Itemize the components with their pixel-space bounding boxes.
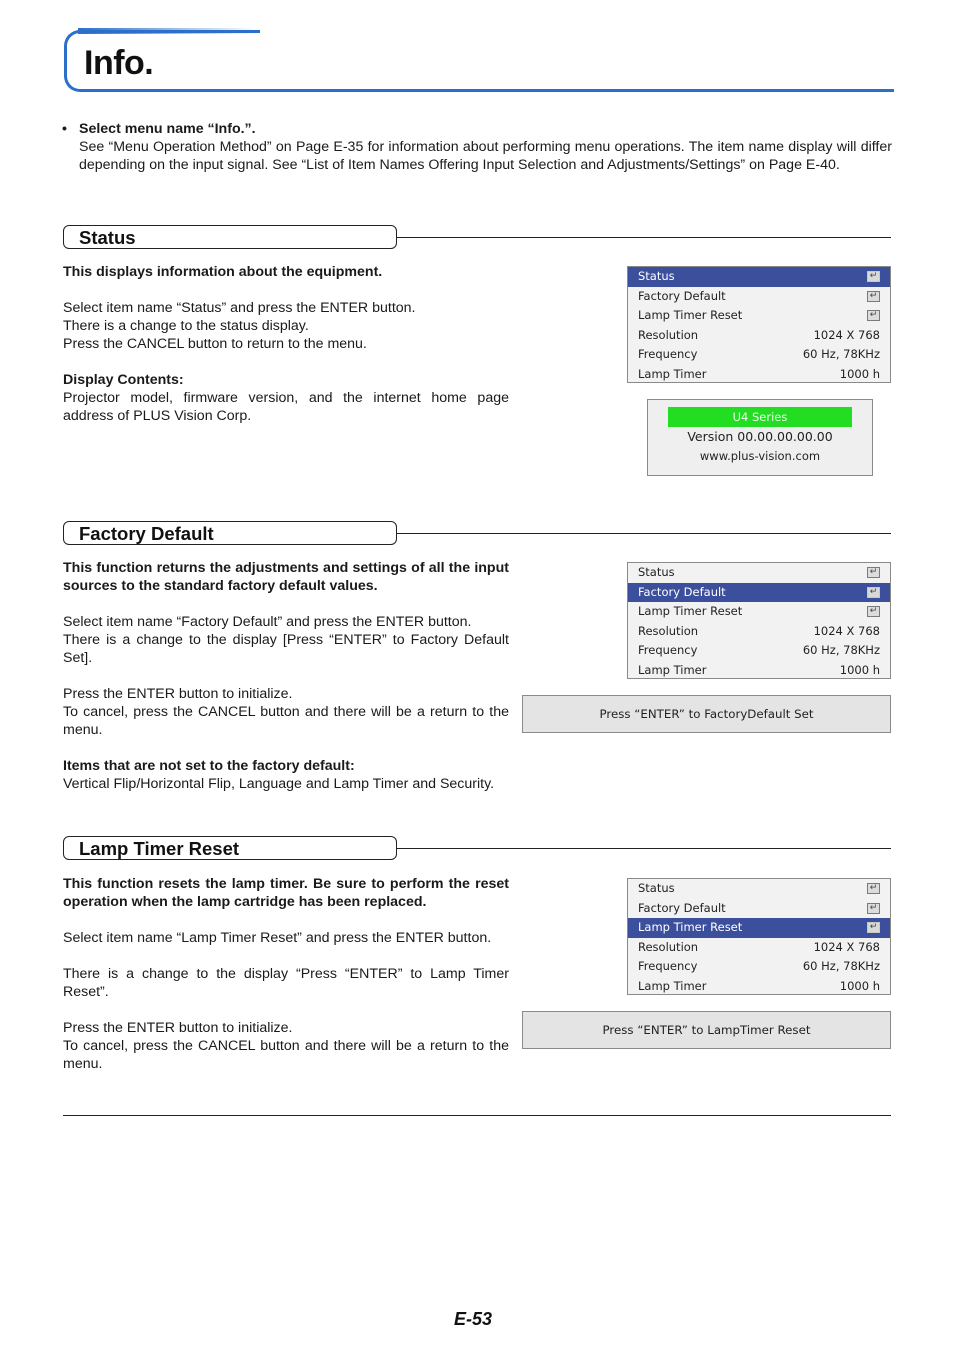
menu-item-lamp-timer[interactable] <box>628 365 890 385</box>
menu-item-label: Resolution <box>638 939 699 954</box>
status-contents-heading: Display Contents: <box>63 372 184 388</box>
title-frame-gap <box>260 26 900 35</box>
menu-item-factory-default[interactable] <box>628 899 890 919</box>
menu-item-value: 1000 h <box>839 978 880 993</box>
menu-item-frequency[interactable] <box>628 641 890 661</box>
factory-default-text <box>63 559 509 793</box>
info-menu-lamp-timer-reset <box>627 878 891 995</box>
menu-item-lamp-timer[interactable] <box>628 977 890 997</box>
menu-item-label: Factory Default <box>638 900 726 915</box>
menu-item-value: 60 Hz, 78KHz <box>802 959 880 973</box>
menu-item-label: Frequency <box>638 347 698 361</box>
menu-item-value: 1024 X 768 <box>813 327 880 342</box>
status-p2: There is a change to the status display. <box>63 318 309 334</box>
factory-default-p2: There is a change to the display [Press “ENTER” to Factory Default Set]. <box>63 632 509 666</box>
model-banner: U4 Series <box>668 407 852 427</box>
lamp-timer-reset-lead: This function resets the lamp timer. Be sure to perform the reset operation when the lamp cartridge has been replaced. <box>63 876 509 910</box>
section-rule <box>397 848 891 849</box>
section-header-factory-default <box>63 521 397 545</box>
intro-block <box>62 120 892 174</box>
homepage-url: www.plus-vision.com <box>699 449 821 463</box>
lamp-timer-reset-p1: Select item name “Lamp Timer Reset” and press the ENTER button. <box>63 930 492 946</box>
menu-item-lamp-timer-reset[interactable] <box>628 602 890 622</box>
menu-item-label: Resolution <box>638 327 699 342</box>
factory-default-p1: Select item name “Factory Default” and press the ENTER button. <box>63 614 472 630</box>
info-menu-factory-default <box>627 562 891 679</box>
menu-item-label: Lamp Timer Reset <box>638 308 743 322</box>
menu-item-label: Lamp Timer <box>638 978 707 993</box>
page-title: Info. <box>84 44 154 82</box>
menu-item-label: Factory Default <box>638 584 726 599</box>
menu-item-status[interactable] <box>628 563 890 583</box>
factory-default-p3: Press the ENTER button to initialize. <box>63 686 293 702</box>
enter-icon: ↵ <box>867 271 880 282</box>
menu-item-label: Status <box>638 269 675 283</box>
menu-item-label: Lamp Timer Reset <box>638 604 743 618</box>
menu-item-lamp-timer[interactable] <box>628 661 890 681</box>
menu-item-value: 60 Hz, 78KHz <box>802 347 880 361</box>
lamp-timer-reset-text <box>63 875 509 1073</box>
section-header-status <box>63 225 397 249</box>
menu-item-value: 1000 h <box>839 662 880 677</box>
menu-item-label: Status <box>638 881 675 895</box>
menu-item-label: Resolution <box>638 623 699 638</box>
menu-item-lamp-timer-reset[interactable] <box>628 306 890 326</box>
menu-item-value: 1024 X 768 <box>813 623 880 638</box>
menu-item-factory-default[interactable] <box>628 287 890 307</box>
menu-item-value: 1000 h <box>839 366 880 381</box>
menu-item-status[interactable] <box>628 267 890 287</box>
factory-default-items-body: Vertical Flip/Horizontal Flip, Language and Lamp Timer and Security. <box>63 776 495 792</box>
page-number: E-53 <box>454 1309 493 1329</box>
enter-icon: ↵ <box>867 587 880 598</box>
menu-item-status[interactable] <box>628 879 890 899</box>
enter-icon: ↵ <box>867 606 880 617</box>
menu-item-frequency[interactable] <box>628 345 890 365</box>
menu-item-value: 1024 X 768 <box>813 939 880 954</box>
firmware-version: Version 00.00.00.00.00 <box>687 429 833 444</box>
status-p3: Press the CANCEL button to return to the menu. <box>63 336 367 352</box>
menu-item-frequency[interactable] <box>628 957 890 977</box>
title-accent-bar <box>78 28 258 34</box>
enter-icon: ↵ <box>867 310 880 321</box>
lamp-timer-reset-p2: There is a change to the display “Press “ENTER” to Lamp Timer Reset”. <box>63 966 509 1000</box>
menu-item-label: Factory Default <box>638 288 726 303</box>
menu-item-factory-default[interactable] <box>628 583 890 603</box>
section-rule <box>397 237 891 238</box>
menu-item-resolution[interactable] <box>628 938 890 958</box>
factory-default-p4: To cancel, press the CANCEL button and there will be a return to the menu. <box>63 704 509 738</box>
enter-icon: ↵ <box>867 883 880 894</box>
menu-item-value: 60 Hz, 78KHz <box>802 643 880 657</box>
footer-rule <box>63 1115 891 1116</box>
status-p1: Select item name “Status” and press the ENTER button. <box>63 300 416 316</box>
section-title: Lamp Timer Reset <box>79 838 240 859</box>
intro-body: See “Menu Operation Method” on Page E-35 for information about performing menu operations. The item name display will differ depending on the input signal. See “List of Item Names Offering Input Selection and Adjustments/Settings” on Page E-40. <box>79 139 892 173</box>
status-display <box>647 399 873 476</box>
menu-item-resolution[interactable] <box>628 326 890 346</box>
section-header-lamp-timer-reset <box>63 836 397 860</box>
bullet-icon: • <box>62 121 67 137</box>
factory-default-items-heading: Items that are not set to the factory default: <box>63 758 355 774</box>
status-lead: This displays information about the equipment. <box>63 264 383 280</box>
section-title: Factory Default <box>79 523 214 544</box>
menu-item-lamp-timer-reset[interactable] <box>628 918 890 938</box>
enter-icon: ↵ <box>867 903 880 914</box>
enter-icon: ↵ <box>867 291 880 302</box>
status-contents-body: Projector model, firmware version, and the internet home page address of PLUS Vision Corp. <box>63 390 509 424</box>
menu-item-label: Frequency <box>638 643 698 657</box>
status-text <box>63 263 509 425</box>
enter-icon: ↵ <box>867 567 880 578</box>
menu-item-resolution[interactable] <box>628 622 890 642</box>
enter-icon: ↵ <box>867 922 880 933</box>
section-rule <box>397 533 891 534</box>
menu-item-label: Frequency <box>638 959 698 973</box>
section-title: Status <box>79 227 136 248</box>
menu-item-label: Lamp Timer <box>638 662 707 677</box>
info-menu-status <box>627 266 891 383</box>
menu-item-label: Lamp Timer Reset <box>638 920 743 934</box>
factory-default-lead: This function returns the adjustments and settings of all the input sources to the standard factory default values. <box>63 560 509 594</box>
lamp-timer-reset-p3: Press the ENTER button to initialize. <box>63 1020 293 1036</box>
factory-default-prompt: Press “ENTER” to FactoryDefault Set <box>522 695 891 733</box>
menu-item-label: Lamp Timer <box>638 366 707 381</box>
intro-heading: Select menu name “Info.”. <box>79 121 256 137</box>
lamp-timer-reset-p4: To cancel, press the CANCEL button and there will be a return to the menu. <box>63 1038 509 1072</box>
lamp-timer-reset-prompt: Press “ENTER” to LampTimer Reset <box>522 1011 891 1049</box>
menu-item-label: Status <box>638 565 675 579</box>
title-frame <box>64 30 894 92</box>
